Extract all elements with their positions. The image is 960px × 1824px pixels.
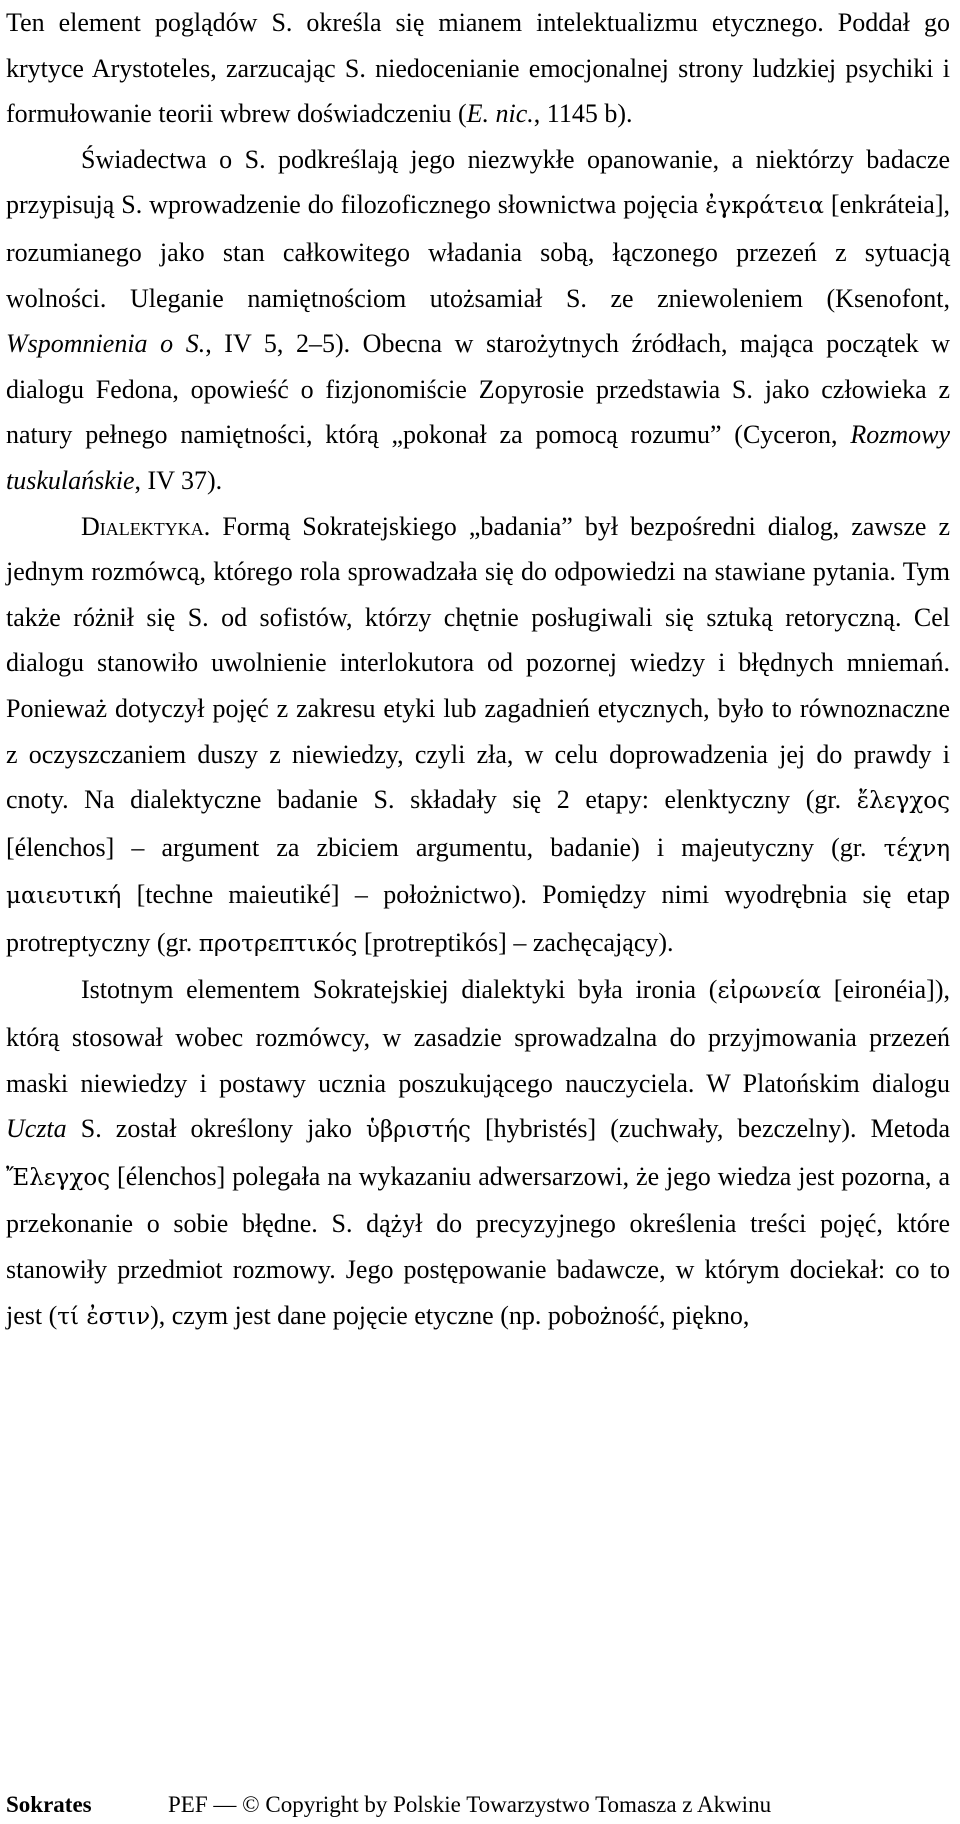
greek-term: ὑβριστής [365,1117,471,1144]
paragraph-3 [6,504,950,968]
greek-term: ἐγκράτεια [705,193,824,220]
italic-text: Wspomnienia o S. [6,329,206,359]
italic-text: Uczta [6,1114,67,1144]
footer-copyright: PEF — © Copyright by Polskie Towarzystwo Tomasza z Akwinu [168,1792,772,1817]
text-run: , IV 5, 2–5). Obecna w starożytnych źródłach, mająca początek w dialogu Fedona, opowieść o fizjonomiście Zopyrosie przedstawia S. jako człowieka z natury pełnego namiętności, którą „pokonał za pomocą rozumu” (Cyceron, [6,329,950,450]
greek-term: προτρεπτικός [198,930,358,957]
greek-term: τέχνη μαιευτική [6,835,950,910]
text-run: [eironéia]), którą stosował wobec rozmówcy, w zasadzie sprowadzalna do przyjmowania przezeń maski niewiedzy i postawy ucznia poszukującego nauczyciela. W Platońskim dialogu [6,975,950,1098]
greek-term: εἰρωνεία [717,978,822,1005]
text-run: Istotnym elementem Sokratejskiej dialektyki była ironia ( [81,975,718,1005]
footer-title: Sokrates [6,1792,92,1817]
article-body [6,0,950,1340]
paragraph-2 [6,137,950,504]
text-run: , 1145 b). [533,99,633,129]
section-heading: Dialektyka. [81,511,211,541]
text-run: , IV 37). [134,465,223,495]
text-run: [hybristés] (zuchwały, bezczelny). Metoda [470,1114,950,1144]
text-run: [élenchos] – argument za zbiciem argumentu, badanie) i majeutyczny (gr. [6,832,884,862]
text-run: Ten element poglądów S. określa się mianem intelektualizmu etycznego. Poddał go krytyce Arystoteles, zarzucając S. niedocenianie emocjonalnej strony ludzkiej psychiki i formułowanie teorii wbrew doświadczeniu ( [6,8,950,129]
text-run: [techne maieutiké] – położnictwo). Pomiędzy nimi wyodrębnia się etap protreptyczny (gr. [6,880,950,957]
greek-term: Ἔλεγχος [6,1164,111,1191]
text-run: [protreptikós] – zachęcający). [357,927,674,957]
text-run: S. został określony jako [66,1114,366,1144]
page-footer [6,1790,950,1820]
text-run: ), czym jest dane pojęcie etyczne (np. pobożność, piękno, [150,1300,750,1330]
paragraph-4 [6,967,950,1340]
text-run: [élenchos] polegała na wykazaniu adwersarzowi, że jego wiedza jest pozorna, a przekonanie o sobie błędne. S. dążył do precyzyjnego określenia treści pojęć, które stanowiły przedmiot rozmowy. Jego postępowanie badawcze, w którym dociekał: co to jest ( [6,1161,950,1330]
italic-text: Rozmowy tuskulańskie [6,420,950,495]
greek-term: ἔλεγχος [856,788,950,815]
greek-term: τί ἐστιν [57,1303,151,1330]
italic-text: E. nic. [466,99,534,129]
text-run: [enkráteia], rozumianego jako stan całkowitego władania sobą, łączonego przezeń z sytuacją wolności. Uleganie namiętnościom utożsamiał S. ze zniewoleniem (Ksenofont, [6,190,950,313]
text-run: Formą Sokratejskiego „badania” był bezpośredni dialog, zawsze z jednym rozmówcą, którego rola sprowadzała się do odpowiedzi na stawiane pytania. Tym także różnił się S. od sofistów, którzy chętnie posługiwali się sztuką retoryczną. Cel dialogu stanowiło uwolnienie interlokutora od pozornej wiedzy i błędnych mniemań. Ponieważ dotyczył pojęć z zakresu etyki lub zagadnień etycznych, było to równoznaczne z oczyszczaniem duszy z niewiedzy, czyli zła, w celu doprowadzenia jej do prawdy i cnoty. Na dialektyczne badanie S. składały się 2 etapy: elenktyczny (gr. [6,511,950,815]
text-run: Świadectwa o S. podkreślają jego niezwykłe opanowanie, a niektórzy badacze przypisują S. wprowadzenie do filozoficznego słownictwa pojęcia [6,144,950,220]
paragraph-1 [6,0,950,137]
